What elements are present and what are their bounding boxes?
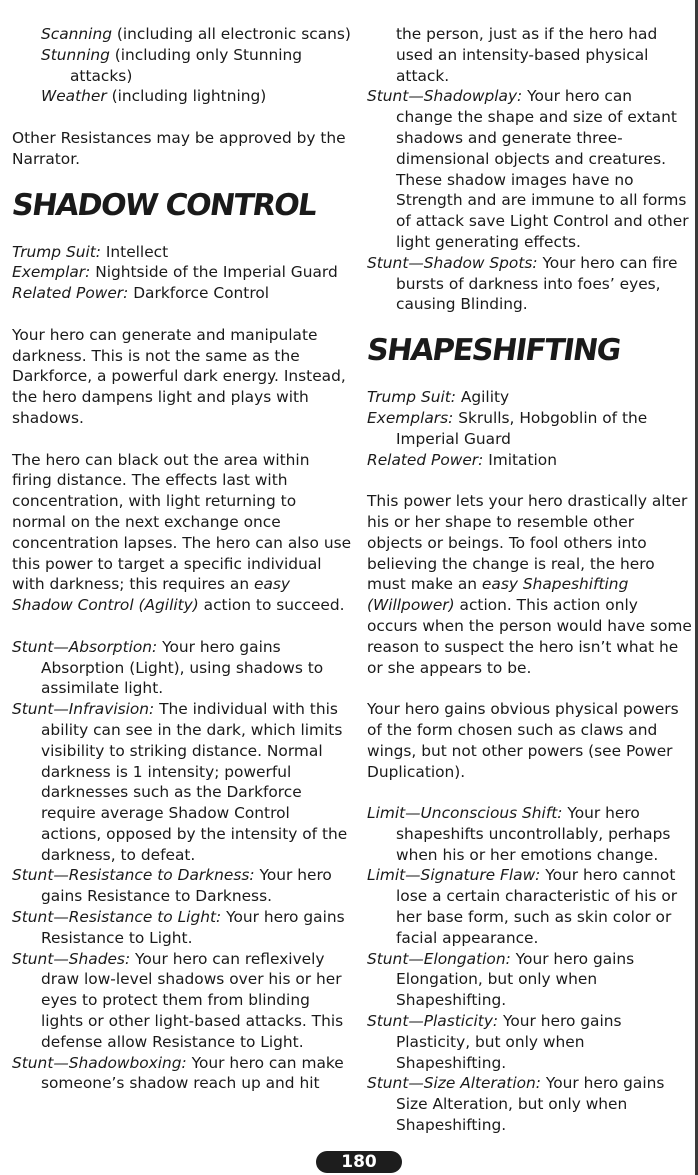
stunt-item: Stunt—Plasticity: Your hero gains Plasticity, but only when Shapeshifting.	[367, 1012, 622, 1072]
resist-item: Stunning (including only Stunning attacks)	[41, 45, 303, 85]
shapeshifting-title: SHAPESHIFTING	[364, 333, 623, 369]
stunt-item: Stunt—Size Alteration: Your hero gains Size Alteration, but only when Shapeshifting.	[367, 1074, 665, 1135]
stunt-item: Stunt—Shadowplay: Your hero can change the shape and size of extant shadows and generate three-dimensional objects and creatures. These shadow images have no Strength and are immune to all forms of attack save Light Control and other light generating effects.	[367, 87, 689, 251]
exemplar: Exemplar: Nightside of the Imperial Guard	[12, 263, 338, 282]
limit-item: Limit—Signature Flaw: Your hero cannot lose a certain characteristic of his or her base form, such as skin color or facial appearance.	[367, 866, 678, 947]
left-column	[9, 24, 352, 1094]
related-power: Related Power: Imitation	[367, 450, 557, 469]
shapeshifting-para-1: This power lets your hero drastically alter his or her shape to resemble other objects or beings. To fool others into believing the change is real, the hero must make an easy Shapeshifting (Willpower) action. This action only occurs when the person would have some reason to suspect the hero isn’t what he or she appears to be.	[367, 492, 692, 677]
stunt-item: Stunt—Shadowboxing: Your hero can make someone’s shadow reach up and hit	[12, 1053, 344, 1093]
shadow-control-title: SHADOW CONTROL	[9, 187, 319, 223]
shadow-para-1: Your hero can generate and manipulate darkness. This is not the same as the Darkforce, a powerful dark energy. Instead, the hero dampens light and plays with shadows.	[12, 325, 346, 427]
stunt-item: Stunt—Resistance to Darkness: Your hero gains Resistance to Darkness.	[12, 866, 332, 906]
other-resistances-text: Other Resistances may be approved by the Narrator.	[12, 128, 346, 168]
trump-suit: Trump Suit: Agility	[367, 388, 510, 407]
stunt-item: Stunt—Shadow Spots: Your hero can fire bursts of darkness into foes’ eyes, causing Blinding.	[367, 253, 678, 314]
continued-text: the person, just as if the hero had used an intensity-based physical attack.	[396, 25, 658, 85]
shapeshifting-para-2: Your hero gains obvious physical powers of the form chosen such as claws and wings, but not other powers (see Power Duplication).	[367, 700, 679, 781]
stunt-item: Stunt—Absorption: Your hero gains Absorption (Light), using shadows to assimilate light.	[12, 637, 324, 698]
shadow-para-2: The hero can black out the area within firing distance. The effects last with concentration, with light returning to normal on the next exchange once concentration lapses. The hero can also use this power to target a specific individual with darkness; this requires an easy Shadow Control (Agility) action to succeed.	[12, 450, 352, 615]
limit-item: Limit—Unconscious Shift: Your hero shapeshifts uncontrollably, perhaps when his or her emotions change.	[367, 804, 671, 864]
resist-item: Scanning (including all electronic scans)	[41, 25, 351, 43]
trump-suit: Trump Suit: Intellect	[12, 242, 169, 261]
page-number: 180	[316, 1151, 402, 1173]
exemplar: Exemplars: Skrulls, Hobgoblin of the Imperial Guard	[367, 408, 648, 448]
stunt-item: Stunt—Elongation: Your hero gains Elongation, but only when Shapeshifting.	[367, 949, 635, 1010]
stunt-item: Stunt—Resistance to Light: Your hero gains Resistance to Light.	[12, 908, 345, 947]
stunt-item: Stunt—Infravision: The individual with this ability can see in the dark, which limits visibility to striking distance. Normal darkness is 1 intensity; powerful darknesses such as the Darkforce require average Shadow Control actions, opposed by the intensity of the darkness, to defeat.	[12, 700, 348, 864]
related-power: Related Power: Darkforce Control	[12, 284, 270, 303]
stunt-item: Stunt—Shades: Your hero can reflexively draw low-level shadows over his or her eyes to protect them from blinding lights or other light-based attacks. This defense allow Resistance to Light.	[12, 949, 344, 1051]
right-column	[364, 24, 693, 1136]
resist-item: Weather (including lightning)	[41, 87, 267, 106]
